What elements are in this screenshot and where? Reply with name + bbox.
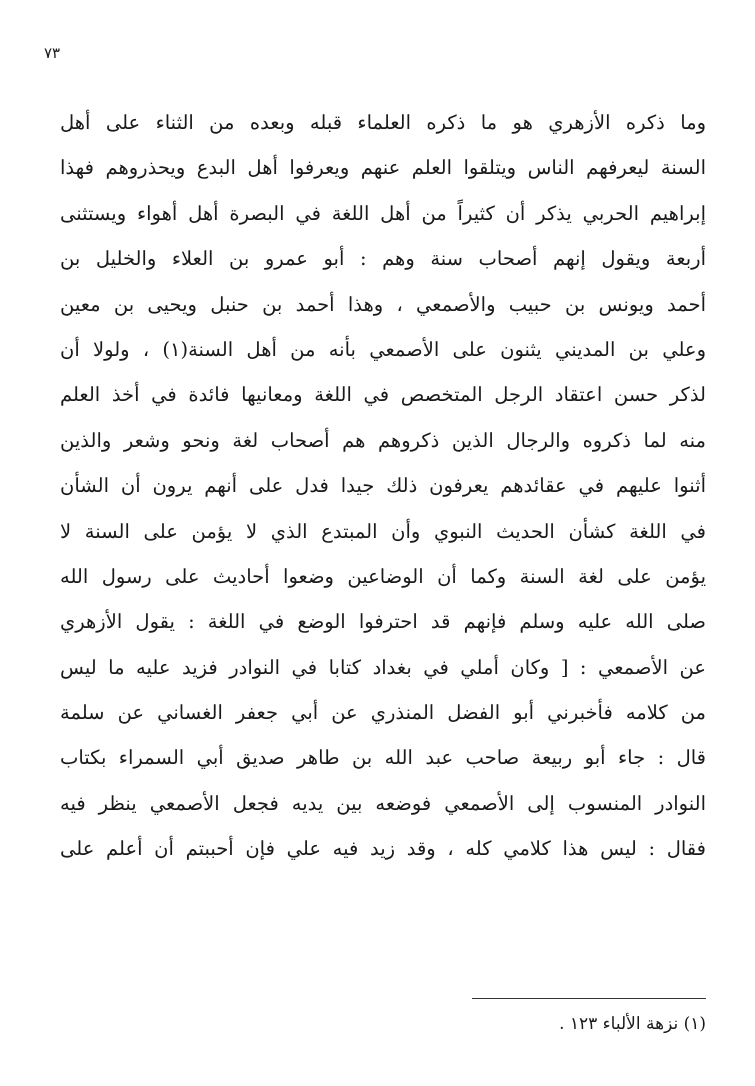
footnote: (١) نزهة الألباء ١٢٣ . bbox=[559, 1014, 706, 1034]
text-line: من كلامه فأخبرني أبو الفضل المنذري عن أبي جعفر الغساني عن سلمة bbox=[60, 701, 706, 725]
body-text bbox=[60, 100, 706, 872]
text-line: أثنوا عليهم في عقائدهم يعرفون ذلك جيدا فدل على أنهم يرون أن الشأن bbox=[60, 474, 706, 498]
text-line: فقال : ليس هذا كلامي كله ، وقد زيد فيه علي فإن أحببتم أن أعلم على bbox=[60, 837, 706, 861]
page-number: ٧٣ bbox=[44, 44, 61, 62]
text-line: وما ذكره الأزهري هو ما ذكره العلماء قبله وبعده من الثناء على أهل bbox=[60, 111, 706, 134]
text-line: أربعة ويقول إنهم أصحاب سنة وهم : أبو عمرو بن العلاء والخليل بن bbox=[60, 247, 706, 271]
text-line: في اللغة كشأن الحديث النبوي وأن المبتدع الذي لا يؤمن على السنة لا bbox=[60, 519, 706, 543]
text-line: يؤمن على لغة السنة وكما أن الوضاعين وضعوا أحاديث على رسول الله bbox=[60, 564, 706, 588]
text-line: النوادر المنسوب إلى الأصمعي فوضعه بين يديه فجعل الأصمعي ينظر فيه bbox=[60, 791, 706, 815]
text-line: إبراهيم الحربي يذكر أن كثيراً من أهل اللغة في البصرة أهل أهواء ويستثنى bbox=[60, 201, 706, 225]
text-line: صلى الله عليه وسلم فإنهم قد احترفوا الوضع في اللغة : يقول الأزهري bbox=[60, 610, 706, 634]
text-line: السنة ليعرفهم الناس ويتلقوا العلم عنهم ويعرفوا أهل البدع ويحذروهم فهذا bbox=[60, 156, 706, 180]
text-line: منه لما ذكروه والرجال الذين ذكروهم هم أصحاب لغة ونحو وشعر والذين bbox=[60, 428, 706, 452]
text-line: قال : جاء أبو ربيعة صاحب عبد الله بن طاهر صديق أبي السمراء بكتاب bbox=[60, 746, 706, 770]
footnote-divider bbox=[472, 998, 706, 999]
text-line: عن الأصمعي : [ وكان أملي في بغداد كتابا في النوادر فزيد عليه ما ليس bbox=[60, 655, 706, 679]
text-line: لذكر حسن اعتقاد الرجل المتخصص في اللغة ومعانيها فائدة في أخذ العلم bbox=[60, 383, 706, 407]
text-line: أحمد ويونس بن حبيب والأصمعي ، وهذا أحمد بن حنبل ويحيى بن معين bbox=[60, 292, 706, 316]
text-line: وعلي بن المديني يثنون على الأصمعي بأنه من أهل السنة(١) ، ولولا أن bbox=[60, 337, 706, 361]
